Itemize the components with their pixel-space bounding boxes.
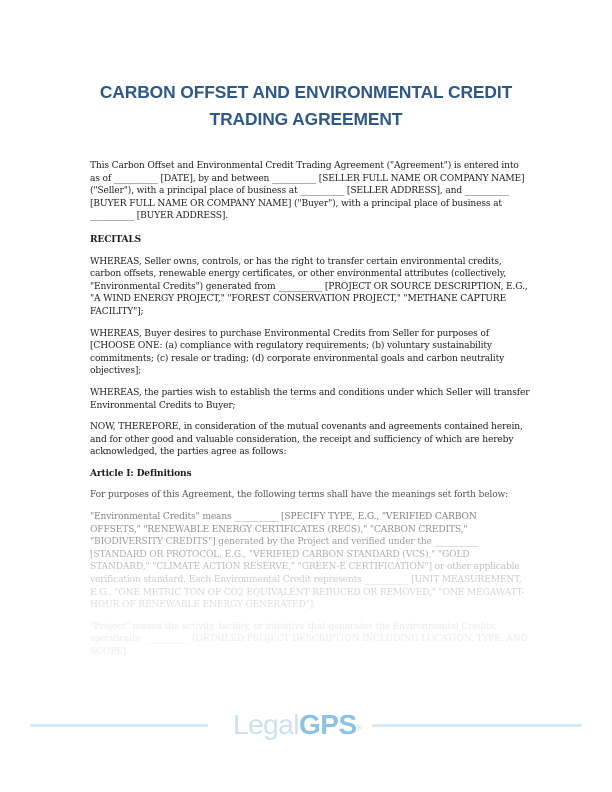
legalgps-logo [233, 707, 383, 743]
definition-environmental-credits: "Environmental Credits" means __________ [SPECIFY TYPE, E.G., "VERIFIED CARBON OFFSETS," "RENEWABLE ENERGY CERTIFICATES (RECS)," "CARBON CREDITS," "BIODIVERSITY CREDITS"] generated by the Project and verified under the __________ [STANDARD OR PROTOCOL, E.G., "VERIFIED CARBON STANDARD (VCS)," "GOLD STANDARD," "CLIMATE ACTION RESERVE," "GREEN-E CERTIFICATION"] or other applicable verification standard. Each Environmental Credit represents __________ [UNIT MEASUREMENT, E.G., "ONE METRIC TON OF CO2 EQUIVALENT REDUCED OR REMOVED," "ONE MEGAWATT-HOUR OF RENEWABLE ENERGY GENERATED"]. [90, 511, 530, 612]
article-1-heading: Article I: Definitions [90, 467, 192, 479]
footer-divider-right [372, 724, 582, 727]
article-1-intro: For purposes of this Agreement, the following terms shall have the meanings set forth below: [90, 490, 509, 501]
title-line-1: CARBON OFFSET AND ENVIRONMENTAL CREDIT [99, 82, 513, 102]
intro-paragraph: This Carbon Offset and Environmental Credit Trading Agreement ("Agreement") is entered into as of __________ [DATE], by and between __________ [SELLER FULL NAME OR COMPANY NAME] ("Seller"), with a principal place of business at __________ [SELLER ADDRESS], and __________ [BUYER FULL NAME OR COMPANY NAME] ("Buyer"), with a principal place of business at __________ [BUYER ADDRESS]. [90, 161, 525, 222]
logo-text-legal: Legal [233, 709, 300, 740]
document-body [90, 160, 530, 668]
now-therefore-paragraph: NOW, THEREFORE, in consideration of the mutual covenants and agreements contained herein, and for other good and valuable consideration, the receipt and sufficiency of which are hereby acknowledged, the parties agree as follows: [90, 422, 523, 458]
title-line-2: TRADING AGREEMENT [209, 109, 403, 129]
document-title [60, 79, 552, 133]
definition-project: "Project" means the activity, facility, or initiative that generates the Environmental Credits, specifically: __________ [DETAILED PROJECT DESCRIPTION INCLUDING LOCATION, TYPE, AND SCOPE]. [90, 621, 528, 657]
logo-text-gps: GPS [299, 709, 357, 740]
recital-paragraph: WHEREAS, Buyer desires to purchase Environmental Credits from Seller for purposes of [CHOOSE ONE: (a) compliance with regulatory requirements; (b) voluntary sustainability commitments; (c) resale or trading; (d) corporate environmental goals and carbon neutrality objectives]; [90, 328, 505, 377]
footer-branding [0, 705, 612, 745]
recital-paragraph: WHEREAS, Seller owns, controls, or has the right to transfer certain environmental credits, carbon offsets, renewable energy certificates, or other environmental attributes (collectively, "Environmental Credits") generated from __________ [PROJECT OR SOURCE DESCRIPTION, E.G., "A WIND ENERGY PROJECT," "FOREST CONSERVATION PROJECT," "METHANE CAPTURE FACILITY"]; [90, 256, 528, 317]
registered-mark-icon: ® [356, 725, 362, 732]
recitals-heading: RECITALS [90, 233, 142, 245]
footer-divider-left [30, 724, 208, 727]
recital-paragraph: WHEREAS, the parties wish to establish the terms and conditions under which Seller will transfer Environmental Credits to Buyer; [90, 387, 530, 411]
